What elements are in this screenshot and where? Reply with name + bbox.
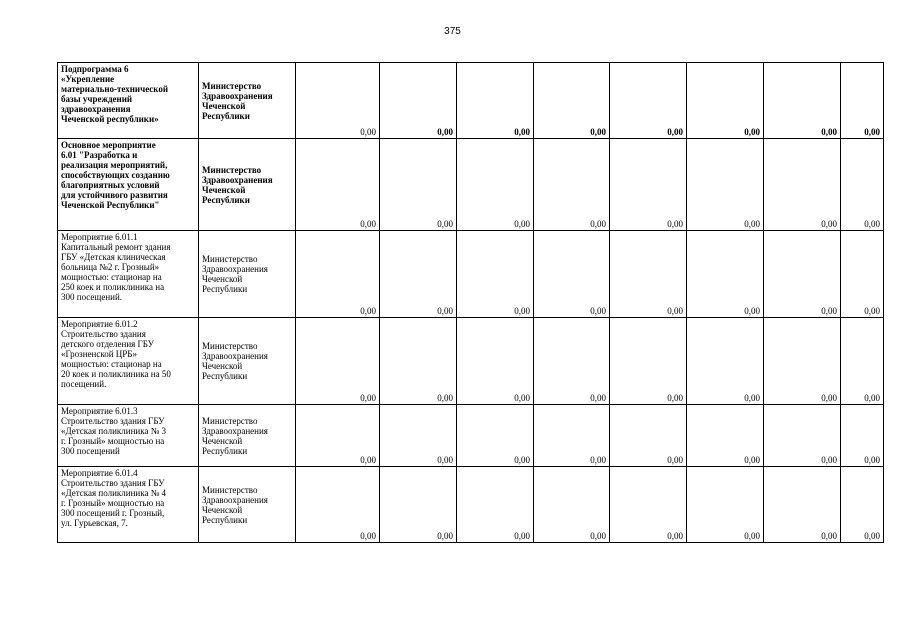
responsible-org-line: Республики	[202, 194, 250, 205]
responsible-org-line: Чеченской	[202, 274, 243, 284]
value-cell: 0,00	[296, 318, 380, 405]
responsible-org-line: Республики	[202, 284, 248, 294]
activity-name-line: базы учреждений	[61, 94, 133, 104]
value-cell: 0,00	[380, 231, 457, 318]
responsible-org-line: Республики	[202, 514, 248, 525]
activity-name-line: Чеченской Республики"	[61, 200, 160, 210]
activity-name-line: Строительство здания	[61, 329, 146, 339]
value-cell: 0,00	[841, 467, 884, 543]
value-cell: 0,00	[610, 318, 687, 405]
value-cell: 0,00	[534, 231, 610, 318]
value-cell: 0,00	[457, 467, 534, 543]
responsible-org-line: Республики	[202, 445, 248, 456]
responsible-org-line: Чеченской	[202, 504, 243, 515]
activity-name-line: Мероприятие 6.01.3	[61, 406, 138, 416]
value-cell: 0,00	[841, 231, 884, 318]
activity-name-line: «Детская поликлиника № 3	[61, 426, 167, 436]
value-cell: 0,00	[457, 231, 534, 318]
activity-name-line: 6.01 "Разработка и	[61, 150, 138, 160]
responsible-org-line: Республики	[202, 371, 248, 381]
activity-name-line: Основное мероприятие	[61, 140, 156, 150]
activity-name-line: способствующих созданию	[61, 170, 170, 180]
table-row	[58, 231, 884, 318]
responsible-org-cell	[199, 139, 296, 231]
responsible-org-line: Министерство	[202, 80, 262, 91]
activity-name-cell	[58, 139, 199, 231]
value-cell: 0,00	[841, 318, 884, 405]
activity-name-line: реализация мероприятий,	[61, 160, 168, 170]
activity-name-line: Подпрограмма 6	[61, 64, 129, 74]
activity-name-line: посещений.	[61, 379, 107, 389]
responsible-org-line: Чеченской	[202, 435, 243, 446]
value-cell: 0,00	[687, 467, 764, 543]
value-cell: 0,00	[457, 318, 534, 405]
responsible-org-line: Здравоохранения	[202, 351, 268, 361]
value-cell: 0,00	[764, 63, 841, 139]
responsible-org-cell	[199, 63, 296, 139]
page-number: 375	[444, 26, 461, 37]
activity-name-line: Мероприятие 6.01.2	[61, 319, 138, 329]
value-cell: 0,00	[380, 63, 457, 139]
activity-name-line: г. Грозный» мощностью на	[61, 436, 165, 446]
responsible-org-line: Министерство	[202, 164, 262, 175]
activity-name-line: мощностью: стационар на	[61, 272, 162, 282]
responsible-org-line: Министерство	[202, 341, 258, 351]
activity-name-line: Строительство здания ГБУ	[61, 478, 165, 488]
value-cell: 0,00	[610, 405, 687, 467]
responsible-org-line: Чеченской	[202, 361, 243, 371]
value-cell: 0,00	[841, 139, 884, 231]
value-cell: 0,00	[380, 467, 457, 543]
value-cell: 0,00	[764, 231, 841, 318]
value-cell: 0,00	[764, 405, 841, 467]
responsible-org-line: Здравоохранения	[202, 264, 268, 274]
responsible-org-line: Здравоохранения	[202, 425, 268, 436]
value-cell: 0,00	[841, 63, 884, 139]
activity-name-cell	[58, 63, 199, 139]
table-row	[58, 467, 884, 543]
activity-name-line: больница №2 г. Грозный»	[61, 262, 160, 272]
activity-name-line: 20 коек и поликлиника на 50	[61, 369, 171, 379]
activity-name-line: 300 посещений.	[61, 292, 123, 302]
activity-name-line: ул. Гурьевская, 7.	[61, 518, 128, 528]
value-cell: 0,00	[610, 231, 687, 318]
activity-name-cell	[58, 318, 199, 405]
activity-name-cell	[58, 231, 199, 318]
responsible-org-cell	[199, 467, 296, 543]
responsible-org-line: Здравоохранения	[202, 174, 273, 185]
activity-name-line: «Детская поликлиника № 4	[61, 488, 167, 498]
value-cell: 0,00	[296, 467, 380, 543]
value-cell: 0,00	[610, 63, 687, 139]
responsible-org-cell	[199, 318, 296, 405]
value-cell: 0,00	[380, 139, 457, 231]
activity-name-line: здравоохранения	[61, 104, 131, 114]
value-cell: 0,00	[534, 139, 610, 231]
responsible-org-line: Здравоохранения	[202, 494, 268, 505]
value-cell: 0,00	[764, 139, 841, 231]
value-cell: 0,00	[687, 231, 764, 318]
table-row	[58, 318, 884, 405]
activity-name-line: 300 посещений г. Грозный,	[61, 508, 165, 518]
responsible-org-line: Здравоохранения	[202, 90, 273, 101]
activity-name-line: Капитальный ремонт здания	[61, 242, 171, 252]
activity-name-line: Мероприятие 6.01.4	[61, 468, 138, 478]
responsible-org-cell	[199, 231, 296, 318]
activity-name-line: мощностью: стационар на	[61, 359, 162, 369]
responsible-org-cell	[199, 405, 296, 467]
value-cell: 0,00	[380, 318, 457, 405]
value-cell: 0,00	[296, 63, 380, 139]
activity-name-line: Строительство здания ГБУ	[61, 416, 165, 426]
value-cell: 0,00	[841, 405, 884, 467]
responsible-org-line: Чеченской	[202, 100, 246, 111]
value-cell: 0,00	[534, 467, 610, 543]
activity-name-cell	[58, 405, 199, 467]
activity-name-cell	[58, 467, 199, 543]
budget-table	[57, 62, 884, 543]
table-row	[58, 405, 884, 467]
value-cell: 0,00	[764, 318, 841, 405]
value-cell: 0,00	[610, 139, 687, 231]
value-cell: 0,00	[534, 318, 610, 405]
activity-name-line: для устойчивого развития	[61, 190, 168, 200]
activity-name-line: 300 посещений	[61, 446, 120, 456]
table-row	[58, 63, 884, 139]
activity-name-line: благоприятных условий	[61, 180, 160, 190]
responsible-org-line: Министерство	[202, 254, 258, 264]
activity-name-line: материально-технической	[61, 84, 169, 94]
value-cell: 0,00	[687, 405, 764, 467]
value-cell: 0,00	[296, 231, 380, 318]
activity-name-line: Мероприятие 6.01.1	[61, 232, 138, 242]
value-cell: 0,00	[457, 405, 534, 467]
value-cell: 0,00	[457, 63, 534, 139]
value-cell: 0,00	[296, 139, 380, 231]
value-cell: 0,00	[296, 405, 380, 467]
value-cell: 0,00	[610, 467, 687, 543]
responsible-org-line: Министерство	[202, 415, 258, 426]
activity-name-line: Чеченской республики»	[61, 114, 159, 124]
value-cell: 0,00	[764, 467, 841, 543]
activity-name-line: «Укрепление	[61, 74, 115, 84]
activity-name-line: детского отделения ГБУ	[61, 339, 154, 349]
value-cell: 0,00	[687, 318, 764, 405]
activity-name-line: «Грозненской ЦРБ»	[61, 349, 137, 359]
value-cell: 0,00	[687, 139, 764, 231]
value-cell: 0,00	[534, 63, 610, 139]
table-row	[58, 139, 884, 231]
activity-name-line: 250 коек и поликлиника на	[61, 282, 165, 292]
responsible-org-line: Республики	[202, 110, 250, 121]
value-cell: 0,00	[534, 405, 610, 467]
responsible-org-line: Министерство	[202, 484, 258, 495]
value-cell: 0,00	[380, 405, 457, 467]
activity-name-line: ГБУ «Детская клиническая	[61, 252, 166, 262]
activity-name-line: г. Грозный» мощностью на	[61, 498, 165, 508]
value-cell: 0,00	[457, 139, 534, 231]
value-cell: 0,00	[687, 63, 764, 139]
responsible-org-line: Чеченской	[202, 184, 246, 195]
